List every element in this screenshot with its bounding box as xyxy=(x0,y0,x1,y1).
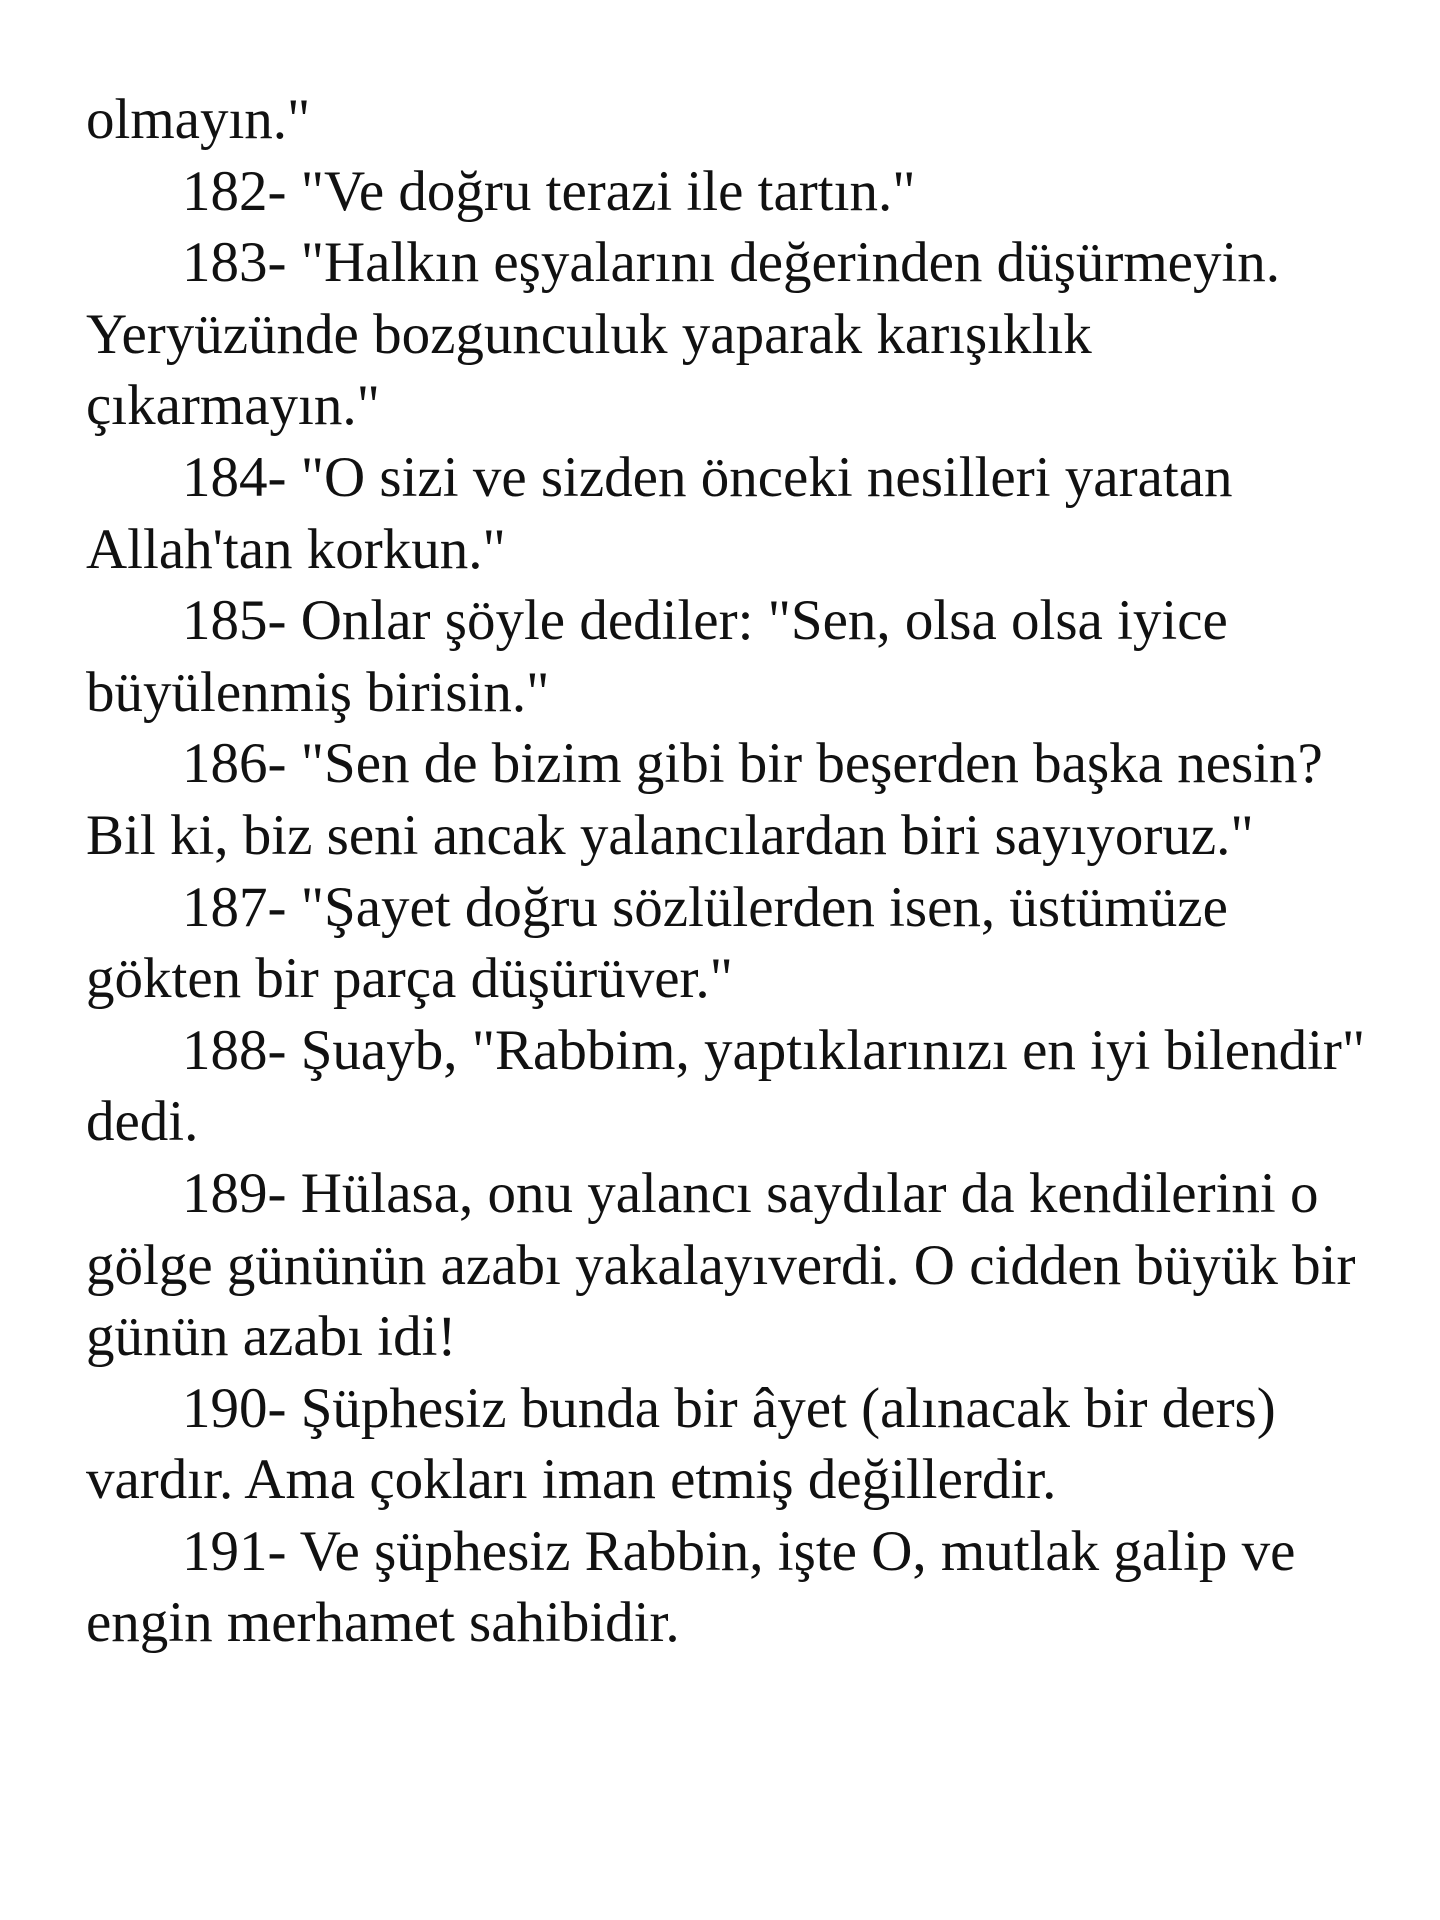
document-page xyxy=(86,84,1386,1659)
verse-183: 183- "Halkın eşyalarını değerinden düşürmeyin. Yeryüzünde bozgunculuk yaparak karışıklık çıkarmayın." xyxy=(86,231,1281,438)
verse-189: 189- Hülasa, onu yalancı saydılar da kendilerini o gölge gününün azabı yakalayıverdi. O cidden büyük bir günün azabı idi! xyxy=(86,1161,1356,1369)
verse-188: 188- Şuayb, "Rabbim, yaptıklarınızı en iyi bilendir" dedi. xyxy=(86,1018,1366,1154)
verse-187: 187- "Şayet doğru sözlülerden isen, üstümüze gökten bir parça düşürüver." xyxy=(86,875,1228,1011)
verse-190: 190- Şüphesiz bunda bir âyet (alınacak bir ders) vardır. Ama çokları iman etmiş değillerdir. xyxy=(86,1376,1276,1512)
verse-184: 184- "O sizi ve sizden önceki nesilleri yaratan Allah'tan korkun." xyxy=(86,445,1233,581)
verse-186: 186- "Sen de bizim gibi bir beşerden başka nesin? Bil ki, biz seni ancak yalancılardan biri sayıyoruz." xyxy=(86,732,1323,867)
paragraph-continuation: olmayın." xyxy=(86,88,311,151)
verse-185: 185- Onlar şöyle dediler: "Sen, olsa olsa iyice büyülenmiş birisin." xyxy=(86,589,1228,724)
verse-182: 182- "Ve doğru terazi ile tartın." xyxy=(182,159,916,223)
verse-191: 191- Ve şüphesiz Rabbin, işte O, mutlak galip ve engin merhamet sahibidir. xyxy=(86,1519,1296,1655)
